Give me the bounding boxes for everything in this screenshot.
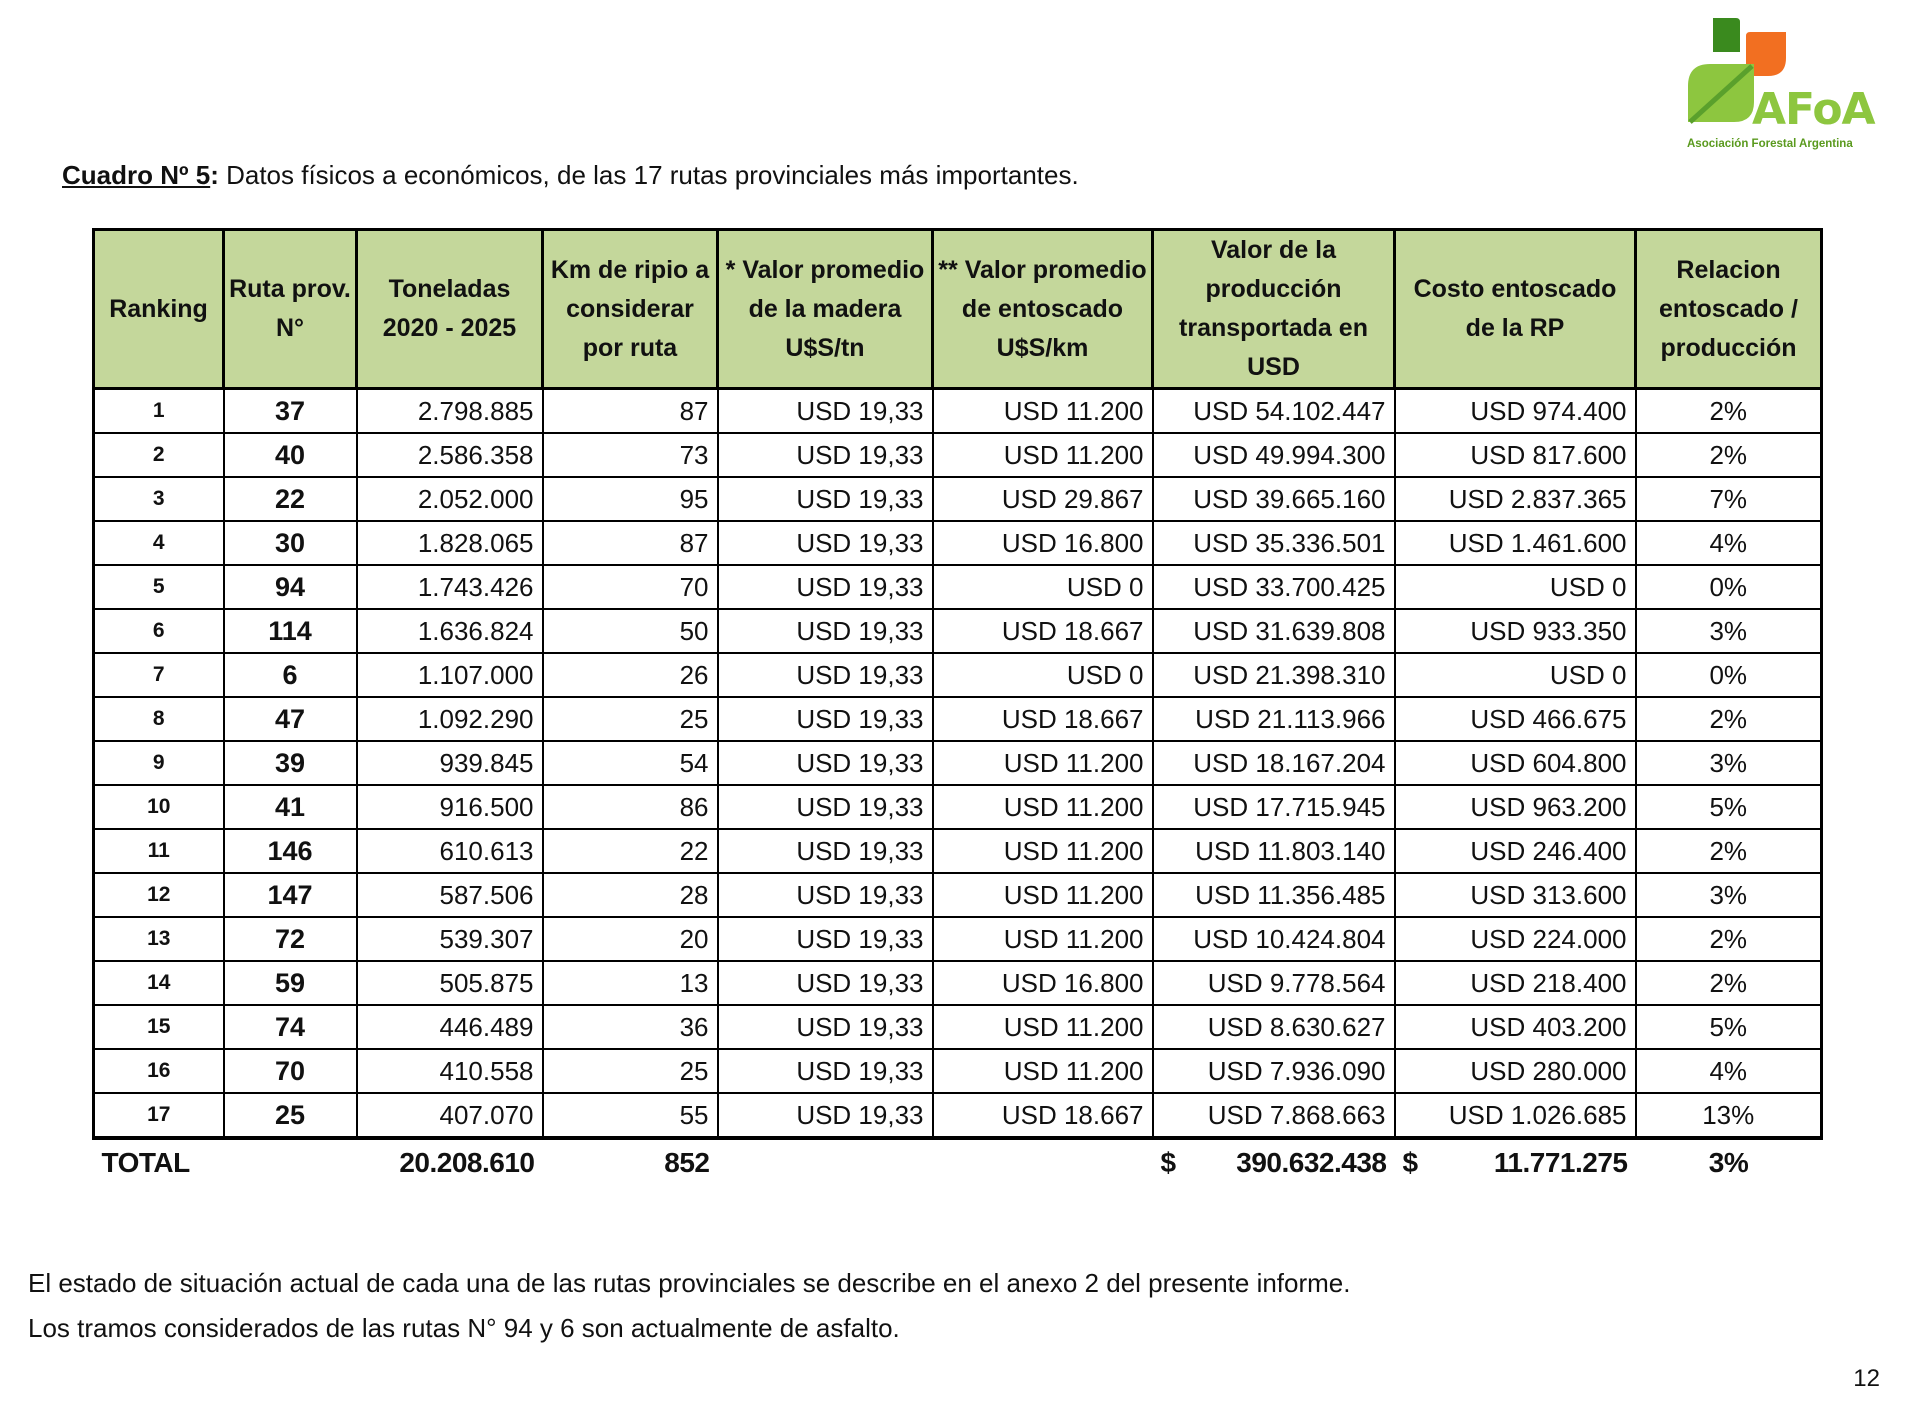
header-valor-madera: * Valor promedio de la madera U$S/tn xyxy=(718,230,933,389)
cell-km-ripio: 22 xyxy=(543,829,718,873)
cell-relacion: 13% xyxy=(1636,1093,1822,1138)
cell-relacion: 2% xyxy=(1636,697,1822,741)
logo-wordmark: AFoA xyxy=(1752,84,1875,135)
cell-toneladas: 1.636.824 xyxy=(357,609,543,653)
cell-costo-entoscado: USD 974.400 xyxy=(1395,389,1636,434)
cell-valor-madera: USD 19,33 xyxy=(718,433,933,477)
table-row xyxy=(94,741,1822,785)
caption-colon: : xyxy=(210,160,219,190)
cell-ruta: 47 xyxy=(224,697,357,741)
cell-valor-madera: USD 19,33 xyxy=(718,741,933,785)
cell-ranking: 9 xyxy=(94,741,224,785)
cell-valor-madera: USD 19,33 xyxy=(718,697,933,741)
cell-valor-madera: USD 19,33 xyxy=(718,521,933,565)
cell-toneladas: 1.828.065 xyxy=(357,521,543,565)
header-valor-produccion: Valor de la producción transportada en USD xyxy=(1153,230,1395,389)
header-costo-entoscado: Costo entoscado de la RP xyxy=(1395,230,1636,389)
cell-relacion: 0% xyxy=(1636,565,1822,609)
cell-ranking: 3 xyxy=(94,477,224,521)
cell-relacion: 2% xyxy=(1636,961,1822,1005)
cell-relacion: 7% xyxy=(1636,477,1822,521)
cell-toneladas: 939.845 xyxy=(357,741,543,785)
total-relacion: 3% xyxy=(1708,1147,1749,1178)
cell-valor-madera: USD 19,33 xyxy=(718,1049,933,1093)
cell-relacion: 2% xyxy=(1636,433,1822,477)
afoa-logo xyxy=(1680,12,1880,157)
cell-ruta: 146 xyxy=(224,829,357,873)
cell-relacion: 4% xyxy=(1636,1049,1822,1093)
cell-toneladas: 446.489 xyxy=(357,1005,543,1049)
cell-ruta: 59 xyxy=(224,961,357,1005)
cell-relacion: 2% xyxy=(1636,917,1822,961)
total-km: 852 xyxy=(664,1147,710,1178)
cell-ruta: 70 xyxy=(224,1049,357,1093)
cell-toneladas: 610.613 xyxy=(357,829,543,873)
cell-valor-entoscado: USD 11.200 xyxy=(933,917,1153,961)
cell-valor-produccion: USD 33.700.425 xyxy=(1153,565,1395,609)
cell-valor-entoscado: USD 11.200 xyxy=(933,829,1153,873)
cell-valor-produccion: USD 54.102.447 xyxy=(1153,389,1395,434)
cell-valor-produccion: USD 7.936.090 xyxy=(1153,1049,1395,1093)
table-row xyxy=(94,477,1822,521)
cell-valor-entoscado: USD 11.200 xyxy=(933,785,1153,829)
cell-km-ripio: 87 xyxy=(543,521,718,565)
cell-toneladas: 1.107.000 xyxy=(357,653,543,697)
header-km-ripio: Km de ripio a considerar por ruta xyxy=(543,230,718,389)
cell-valor-entoscado: USD 11.200 xyxy=(933,433,1153,477)
cell-valor-entoscado: USD 11.200 xyxy=(933,1005,1153,1049)
cell-toneladas: 2.586.358 xyxy=(357,433,543,477)
cell-ranking: 17 xyxy=(94,1093,224,1138)
logo-subtitle: Asociación Forestal Argentina xyxy=(1687,138,1853,150)
cell-ranking: 7 xyxy=(94,653,224,697)
cell-ranking: 2 xyxy=(94,433,224,477)
cell-valor-madera: USD 19,33 xyxy=(718,389,933,434)
footnote-asfalto: Los tramos considerados de las rutas N° 94 y 6 son actualmente de asfalto. xyxy=(28,1313,900,1343)
cell-ruta: 72 xyxy=(224,917,357,961)
cell-km-ripio: 25 xyxy=(543,1049,718,1093)
cell-valor-entoscado: USD 18.667 xyxy=(933,609,1153,653)
cell-toneladas: 2.798.885 xyxy=(357,389,543,434)
cell-km-ripio: 55 xyxy=(543,1093,718,1138)
total-produccion xyxy=(1153,1138,1395,1186)
table-row xyxy=(94,565,1822,609)
cell-valor-produccion: USD 35.336.501 xyxy=(1153,521,1395,565)
cell-ranking: 12 xyxy=(94,873,224,917)
cell-ranking: 11 xyxy=(94,829,224,873)
cell-valor-entoscado: USD 0 xyxy=(933,653,1153,697)
cell-valor-produccion: USD 9.778.564 xyxy=(1153,961,1395,1005)
total-costo xyxy=(1395,1138,1636,1186)
caption-label: Cuadro Nº 5 xyxy=(62,160,211,190)
cell-valor-entoscado: USD 11.200 xyxy=(933,873,1153,917)
cell-relacion: 3% xyxy=(1636,741,1822,785)
cell-valor-produccion: USD 21.113.966 xyxy=(1153,697,1395,741)
cell-valor-entoscado: USD 18.667 xyxy=(933,697,1153,741)
cell-costo-entoscado: USD 963.200 xyxy=(1395,785,1636,829)
cell-toneladas: 505.875 xyxy=(357,961,543,1005)
cell-ranking: 14 xyxy=(94,961,224,1005)
total-costo-value: 11.771.275 xyxy=(1493,1147,1628,1178)
cell-costo-entoscado: USD 1.026.685 xyxy=(1395,1093,1636,1138)
cell-km-ripio: 95 xyxy=(543,477,718,521)
cell-costo-entoscado: USD 218.400 xyxy=(1395,961,1636,1005)
cell-ruta: 147 xyxy=(224,873,357,917)
cell-costo-entoscado: USD 246.400 xyxy=(1395,829,1636,873)
cell-km-ripio: 73 xyxy=(543,433,718,477)
cell-toneladas: 1.092.290 xyxy=(357,697,543,741)
cell-ruta: 74 xyxy=(224,1005,357,1049)
cell-relacion: 2% xyxy=(1636,829,1822,873)
cell-km-ripio: 26 xyxy=(543,653,718,697)
cell-relacion: 0% xyxy=(1636,653,1822,697)
cell-ruta: 114 xyxy=(224,609,357,653)
cell-km-ripio: 86 xyxy=(543,785,718,829)
cell-valor-madera: USD 19,33 xyxy=(718,961,933,1005)
header-toneladas: Toneladas 2020 - 2025 xyxy=(357,230,543,389)
cell-costo-entoscado: USD 0 xyxy=(1395,565,1636,609)
cell-costo-entoscado: USD 2.837.365 xyxy=(1395,477,1636,521)
table-row xyxy=(94,785,1822,829)
cell-valor-produccion: USD 10.424.804 xyxy=(1153,917,1395,961)
footnote-anexo: El estado de situación actual de cada una de las rutas provinciales se describe en el anexo 2 del presente informe. xyxy=(28,1268,1351,1298)
cell-valor-produccion: USD 39.665.160 xyxy=(1153,477,1395,521)
cell-km-ripio: 20 xyxy=(543,917,718,961)
cell-valor-entoscado: USD 16.800 xyxy=(933,521,1153,565)
table-row xyxy=(94,917,1822,961)
cell-ranking: 1 xyxy=(94,389,224,434)
cell-toneladas: 916.500 xyxy=(357,785,543,829)
cell-relacion: 5% xyxy=(1636,785,1822,829)
cell-ranking: 6 xyxy=(94,609,224,653)
cell-relacion: 4% xyxy=(1636,521,1822,565)
cell-toneladas: 407.070 xyxy=(357,1093,543,1138)
table-row xyxy=(94,609,1822,653)
table-row xyxy=(94,1093,1822,1138)
cell-relacion: 2% xyxy=(1636,389,1822,434)
cell-costo-entoscado: USD 224.000 xyxy=(1395,917,1636,961)
cell-toneladas: 587.506 xyxy=(357,873,543,917)
cell-km-ripio: 36 xyxy=(543,1005,718,1049)
cell-valor-entoscado: USD 29.867 xyxy=(933,477,1153,521)
cell-valor-produccion: USD 11.356.485 xyxy=(1153,873,1395,917)
total-label: TOTAL xyxy=(101,1147,190,1178)
cell-valor-produccion: USD 31.639.808 xyxy=(1153,609,1395,653)
cell-valor-produccion: USD 7.868.663 xyxy=(1153,1093,1395,1138)
header-row xyxy=(94,230,1822,389)
total-produccion-value: 390.632.438 xyxy=(1236,1147,1387,1178)
cell-km-ripio: 54 xyxy=(543,741,718,785)
cell-valor-madera: USD 19,33 xyxy=(718,609,933,653)
total-empty-entoscado xyxy=(933,1138,1153,1186)
cell-toneladas: 1.743.426 xyxy=(357,565,543,609)
total-empty-ruta xyxy=(224,1138,357,1186)
cell-valor-madera: USD 19,33 xyxy=(718,477,933,521)
cell-valor-entoscado: USD 18.667 xyxy=(933,1093,1153,1138)
cell-ranking: 5 xyxy=(94,565,224,609)
cell-ranking: 10 xyxy=(94,785,224,829)
cell-valor-madera: USD 19,33 xyxy=(718,1005,933,1049)
cell-ranking: 4 xyxy=(94,521,224,565)
cell-ruta: 6 xyxy=(224,653,357,697)
cell-costo-entoscado: USD 933.350 xyxy=(1395,609,1636,653)
cell-toneladas: 2.052.000 xyxy=(357,477,543,521)
cell-toneladas: 410.558 xyxy=(357,1049,543,1093)
cell-valor-produccion: USD 21.398.310 xyxy=(1153,653,1395,697)
cell-km-ripio: 87 xyxy=(543,389,718,434)
cell-ranking: 13 xyxy=(94,917,224,961)
cell-valor-madera: USD 19,33 xyxy=(718,785,933,829)
cell-km-ripio: 70 xyxy=(543,565,718,609)
cell-ruta: 37 xyxy=(224,389,357,434)
header-ruta: Ruta prov. N° xyxy=(224,230,357,389)
cell-ruta: 39 xyxy=(224,741,357,785)
cell-relacion: 3% xyxy=(1636,609,1822,653)
table-caption xyxy=(62,160,1079,191)
cell-valor-madera: USD 19,33 xyxy=(718,873,933,917)
cell-valor-entoscado: USD 11.200 xyxy=(933,741,1153,785)
table-row xyxy=(94,829,1822,873)
cell-ruta: 41 xyxy=(224,785,357,829)
cell-valor-madera: USD 19,33 xyxy=(718,653,933,697)
cell-valor-entoscado: USD 16.800 xyxy=(933,961,1153,1005)
cell-valor-produccion: USD 17.715.945 xyxy=(1153,785,1395,829)
cell-ruta: 22 xyxy=(224,477,357,521)
cell-valor-produccion: USD 8.630.627 xyxy=(1153,1005,1395,1049)
cell-ranking: 16 xyxy=(94,1049,224,1093)
table-row xyxy=(94,1005,1822,1049)
cell-valor-madera: USD 19,33 xyxy=(718,1093,933,1138)
total-row xyxy=(94,1138,1822,1186)
cell-valor-madera: USD 19,33 xyxy=(718,565,933,609)
table-row xyxy=(94,653,1822,697)
table-row xyxy=(94,961,1822,1005)
table-body xyxy=(94,389,1822,1139)
table-row xyxy=(94,873,1822,917)
header-valor-entoscado: ** Valor promedio de entoscado U$S/km xyxy=(933,230,1153,389)
table-row xyxy=(94,697,1822,741)
cell-km-ripio: 28 xyxy=(543,873,718,917)
cell-costo-entoscado: USD 403.200 xyxy=(1395,1005,1636,1049)
cell-valor-madera: USD 19,33 xyxy=(718,829,933,873)
table-row xyxy=(94,521,1822,565)
table-row xyxy=(94,389,1822,434)
routes-table xyxy=(92,228,1823,1186)
cell-costo-entoscado: USD 280.000 xyxy=(1395,1049,1636,1093)
cell-relacion: 5% xyxy=(1636,1005,1822,1049)
cell-relacion: 3% xyxy=(1636,873,1822,917)
cell-valor-produccion: USD 49.994.300 xyxy=(1153,433,1395,477)
total-costo-currency: $ xyxy=(1402,1147,1418,1178)
cell-ruta: 25 xyxy=(224,1093,357,1138)
cell-costo-entoscado: USD 466.675 xyxy=(1395,697,1636,741)
cell-valor-entoscado: USD 11.200 xyxy=(933,389,1153,434)
cell-costo-entoscado: USD 313.600 xyxy=(1395,873,1636,917)
cell-ruta: 30 xyxy=(224,521,357,565)
cell-costo-entoscado: USD 1.461.600 xyxy=(1395,521,1636,565)
cell-valor-entoscado: USD 0 xyxy=(933,565,1153,609)
cell-costo-entoscado: USD 604.800 xyxy=(1395,741,1636,785)
cell-km-ripio: 25 xyxy=(543,697,718,741)
cell-ruta: 40 xyxy=(224,433,357,477)
cell-ranking: 15 xyxy=(94,1005,224,1049)
header-relacion: Relacion entoscado / producción xyxy=(1636,230,1822,389)
total-produccion-currency: $ xyxy=(1160,1147,1176,1178)
cell-km-ripio: 13 xyxy=(543,961,718,1005)
table-row xyxy=(94,433,1822,477)
cell-valor-produccion: USD 11.803.140 xyxy=(1153,829,1395,873)
header-ranking: Ranking xyxy=(94,230,224,389)
page-number: 12 xyxy=(1853,1365,1880,1392)
cell-km-ripio: 50 xyxy=(543,609,718,653)
cell-ruta: 94 xyxy=(224,565,357,609)
cell-ranking: 8 xyxy=(94,697,224,741)
cell-valor-entoscado: USD 11.200 xyxy=(933,1049,1153,1093)
cell-valor-madera: USD 19,33 xyxy=(718,917,933,961)
cell-costo-entoscado: USD 0 xyxy=(1395,653,1636,697)
cell-valor-produccion: USD 18.167.204 xyxy=(1153,741,1395,785)
total-toneladas: 20.208.610 xyxy=(399,1147,535,1178)
caption-text: Datos físicos a económicos, de las 17 rutas provinciales más importantes. xyxy=(218,160,1079,190)
table-row xyxy=(94,1049,1822,1093)
total-empty-madera xyxy=(718,1138,933,1186)
cell-costo-entoscado: USD 817.600 xyxy=(1395,433,1636,477)
cell-toneladas: 539.307 xyxy=(357,917,543,961)
